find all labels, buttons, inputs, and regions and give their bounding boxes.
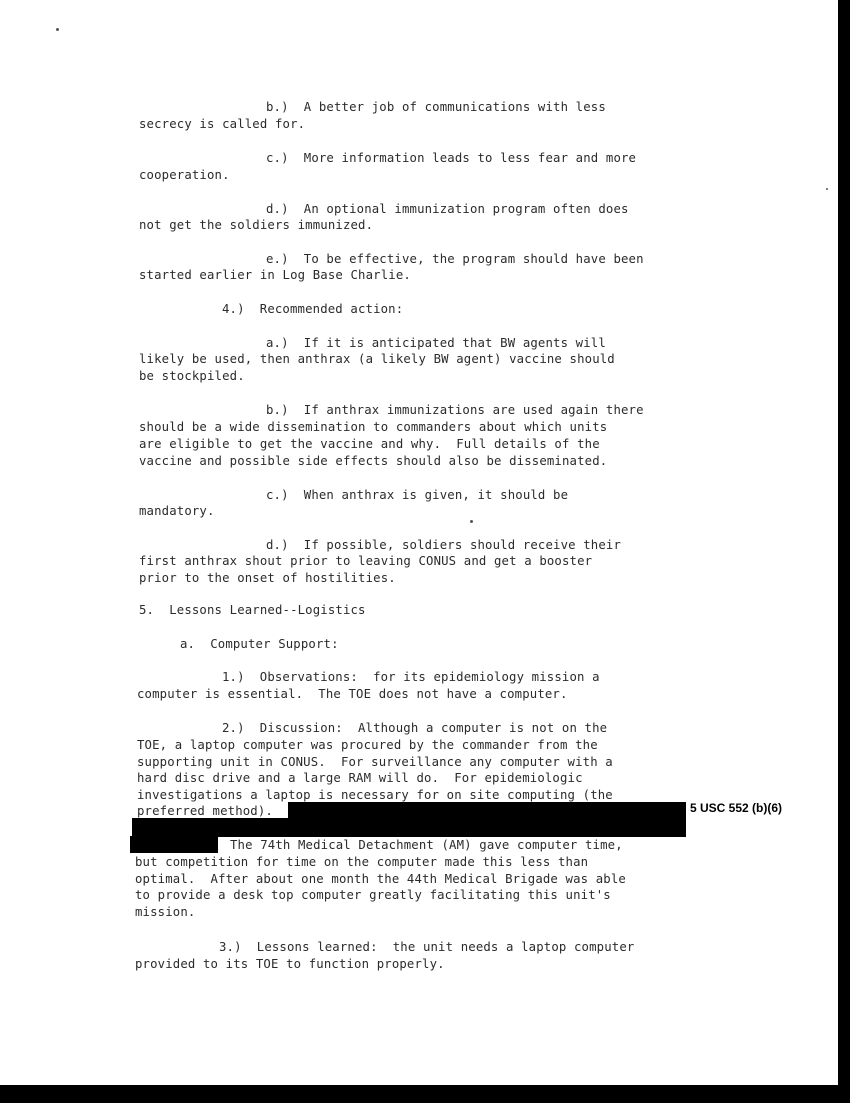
redaction-block [288,802,686,819]
text-line: cooperation. [139,168,230,182]
text-line: started earlier in Log Base Charlie. [139,268,411,282]
text-line: d.) An optional immunization program often does [266,202,629,216]
scan-speck [56,28,59,31]
scan-border-bottom [0,1085,850,1103]
text-line: not get the soldiers immunized. [139,218,374,232]
text-line: first anthrax shout prior to leaving CONUS and get a booster [139,554,593,568]
text-line: likely be used, then anthrax (a likely BW agent) vaccine should [139,352,615,366]
text-line: a.) If it is anticipated that BW agents will [266,336,606,350]
text-line: 2.) Discussion: Although a computer is not on the [222,721,608,735]
text-line: to provide a desk top computer greatly facilitating this unit's [135,888,611,902]
text-line: provided to its TOE to function properly. [135,957,445,971]
text-line: b.) A better job of communications with less [266,100,606,114]
section-heading: 4.) Recommended action: [222,302,404,316]
scan-speck [826,188,828,190]
text-line: b.) If anthrax immunizations are used again there [266,403,644,417]
section-heading: 5. Lessons Learned--Logistics [139,603,366,617]
text-line: optimal. After about one month the 44th Medical Brigade was able [135,872,626,886]
subsection-heading: a. Computer Support: [180,637,339,651]
text-line: The 74th Medical Detachment (AM) gave computer time, [230,838,623,852]
text-line: secrecy is called for. [139,117,306,131]
text-line: mission. [135,905,196,919]
text-line: prior to the onset of hostilities. [139,571,396,585]
text-line: are eligible to get the vaccine and why. Full details of the [139,437,600,451]
text-line: preferred method). [137,804,273,818]
text-line: hard disc drive and a large RAM will do. For epidemiologic [137,771,583,785]
text-line: 1.) Observations: for its epidemiology mission a [222,670,600,684]
redaction-label: 5 USC 552 (b)(6) [690,801,783,815]
text-line: d.) If possible, soldiers should receive their [266,538,622,552]
text-line: TOE, a laptop computer was procured by the commander from the [137,738,598,752]
text-line: investigations a laptop is necessary for on site computing (the [137,788,613,802]
text-line: computer is essential. The TOE does not have a computer. [137,687,568,701]
redaction-block [130,836,218,853]
scan-border-right [838,0,850,1103]
text-line: c.) More information leads to less fear and more [266,151,637,165]
scan-speck [470,520,473,523]
text-line: 3.) Lessons learned: the unit needs a laptop computer [219,940,635,954]
text-line: but competition for time on the computer made this less than [135,855,589,869]
text-line: supporting unit in CONUS. For surveillance any computer with a [137,755,613,769]
text-line: c.) When anthrax is given, it should be [266,488,569,502]
text-line: vaccine and possible side effects should also be disseminated. [139,454,608,468]
text-line: e.) To be effective, the program should have been [266,252,644,266]
text-line: be stockpiled. [139,369,245,383]
redaction-block [132,818,686,837]
text-line: mandatory. [139,504,215,518]
text-line: should be a wide dissemination to commanders about which units [139,420,608,434]
